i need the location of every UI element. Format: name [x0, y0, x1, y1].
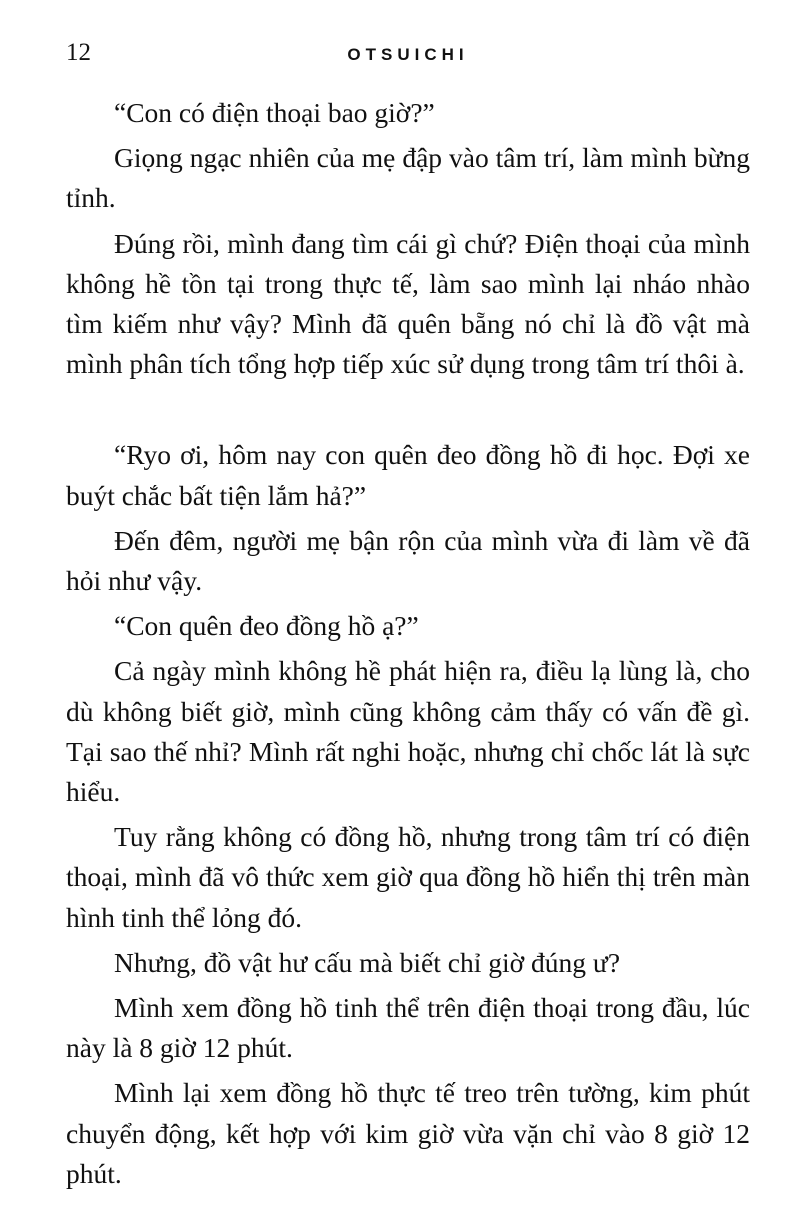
paragraph: Nhưng, đồ vật hư cấu mà biết chỉ giờ đúng ư? — [114, 946, 621, 978]
page-number: 12 — [66, 39, 91, 66]
paragraph: “Con có điện thoại bao giờ?” — [114, 97, 435, 128]
body-text — [66, 93, 750, 1199]
paragraph: Giọng ngạc nhiên của mẹ đập vào tâm trí, làm mình bừng tỉnh. — [66, 142, 750, 214]
paragraph: Đúng rồi, mình đang tìm cái gì chứ? Điện thoại của mình không hề tồn tại trong thực tế, làm sao mình lại nháo nhào tìm kiếm như vậy? Mình đã quên bẵng nó chỉ là đồ vật mà mình phân tích tổng hợp tiếp xúc sử dụng trong tâm trí thôi à. — [66, 227, 750, 380]
paragraph: “Ryo ơi, hôm nay con quên đeo đồng hồ đi học. Đợi xe buýt chắc bất tiện lắm hả?” — [66, 439, 750, 511]
paragraph: Cả ngày mình không hề phát hiện ra, điều lạ lùng là, cho dù không biết giờ, mình cũng không cảm thấy có vấn đề gì. Tại sao thế nhỉ? Mình rất nghi hoặc, nhưng chỉ chốc lát là sực hiểu. — [66, 655, 750, 808]
paragraph: Mình xem đồng hồ tinh thể trên điện thoại trong đầu, lúc này là 8 giờ 12 phút. — [66, 992, 750, 1064]
paragraph: “Con quên đeo đồng hồ ạ?” — [114, 610, 419, 642]
paragraph: Đến đêm, người mẹ bận rộn của mình vừa đi làm về đã hỏi như vậy. — [66, 524, 750, 597]
running-head-author: OTSUICHI — [347, 45, 469, 64]
page-header — [66, 36, 750, 70]
paragraph: Mình lại xem đồng hồ thực tế treo trên tường, kim phút chuyển động, kết hợp với kim giờ vừa vặn chỉ vào 8 giờ 12 phút. — [66, 1077, 750, 1189]
paragraph: Tuy rằng không có đồng hồ, nhưng trong tâm trí có điện thoại, mình đã vô thức xem giờ qua đồng hồ hiển thị trên màn hình tinh thể lỏng đó. — [66, 821, 750, 933]
